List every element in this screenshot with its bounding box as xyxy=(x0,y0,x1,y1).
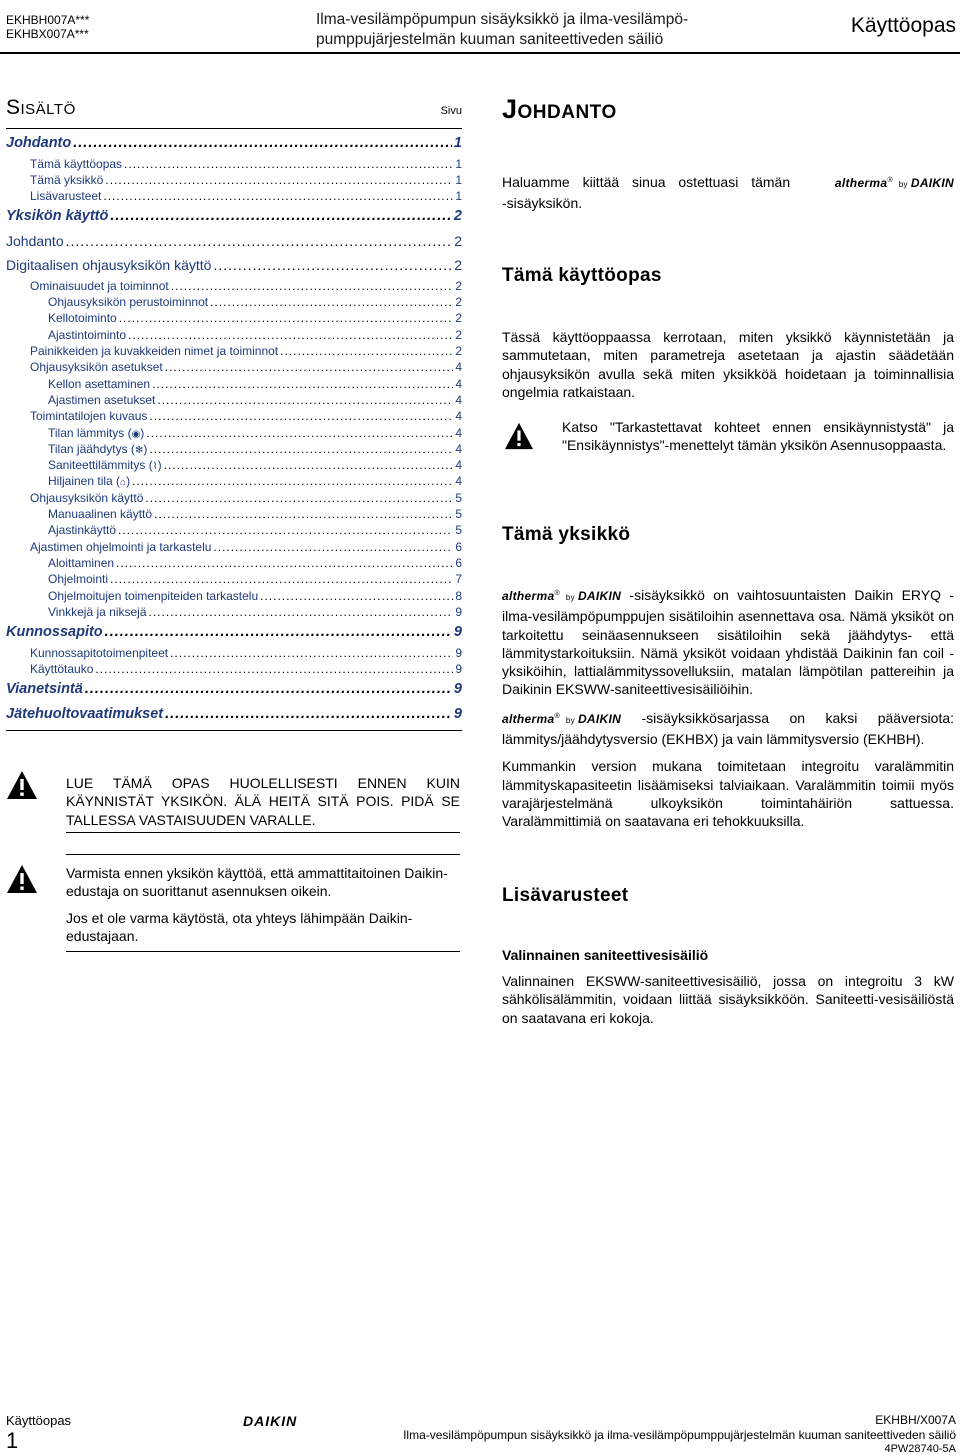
toc-entry[interactable] xyxy=(6,506,462,522)
paragraph: Valinnainen EKSWW-saniteettivesisäiliö, jossa on integroitu 3 kW sähkölisälämmitin, voidaan liittää sisäyksikköön. Saniteetti-vesisäiliöstä on saatavana eri kokoja. xyxy=(502,973,954,1026)
section-title: Tämä yksikkö xyxy=(502,524,631,545)
toc-page-number: 2 xyxy=(455,278,462,293)
toc-leader xyxy=(105,172,453,188)
toc-entry[interactable] xyxy=(6,702,462,727)
divider xyxy=(66,951,460,952)
toc-list xyxy=(6,131,462,726)
toc-entry[interactable] xyxy=(6,425,462,441)
section-title: Tämä käyttöopas xyxy=(502,265,662,286)
toc-entry[interactable] xyxy=(6,253,462,278)
paragraph: Tässä käyttöoppaassa kerrotaan, miten yksikkö käynnistetään ja sammutetaan, miten parametreja asetetaan ja ajastin säädetään ohjausyksikön avulla sekä miten yksikköä hoidetaan ja toiminnallisia ongelmia ratkaistaan. xyxy=(502,329,954,400)
toc-entry-label: Tilan lämmitys (◉) xyxy=(48,425,145,440)
document-title: Ilma-vesilämpöpumpun sisäyksikkö ja ilma-vesilämpö- pumppujärjestelmän kuuman saniteettiveden säiliö xyxy=(316,11,689,48)
toc-leader xyxy=(124,156,453,172)
toc-page-number: 4 xyxy=(455,392,462,407)
page-number: 1 xyxy=(6,1428,19,1453)
intro-thanks xyxy=(502,172,954,213)
intro-thanks-text: Haluamme kiittää sinua ostettuasi tämän xyxy=(502,174,791,190)
toc-entry[interactable] xyxy=(6,457,462,473)
toc-leader xyxy=(146,425,453,441)
subsection-title: Valinnainen saniteettivesisäiliö xyxy=(502,947,709,963)
page-footer xyxy=(0,1410,960,1454)
warning-installer xyxy=(6,858,460,953)
toc-leader xyxy=(210,294,453,310)
this-manual-note xyxy=(502,418,954,455)
toc-page-number: 9 xyxy=(455,604,462,619)
section-title: Lisävarusteet xyxy=(502,885,629,906)
toc-page-number: 9 xyxy=(453,705,462,722)
toc-entry[interactable] xyxy=(6,571,462,587)
toc-leader xyxy=(213,253,452,278)
paragraph: altherma® by DAIKIN -sisäyksikkö on vaihtosuuntaisten Daikin ERYQ -ilma-vesilämpöpumppujen sisätiloihin asennettava osa. Nämä yksiköt on tarkoitettu seinäasennukseen sisätiloihin sekä jäähdytys- että lämmitystarkoituksiin. Nämä yksiköt voidaan yhdistää Daikinin fan coil -yksiköihin, lattialämmityssovelluksiin, matalan lämpötilan pattereihin ja Daikinin EKSWW-saniteettivesisäiliöihin. xyxy=(502,587,954,698)
toc-entry-label: Kunnossapitotoimenpiteet xyxy=(30,645,169,660)
toc-entry[interactable] xyxy=(6,645,462,661)
toc-entry[interactable] xyxy=(6,327,462,343)
toc-page-number: 5 xyxy=(455,490,462,505)
toc-leader xyxy=(116,555,453,571)
toc-entry[interactable] xyxy=(6,188,462,204)
toc-entry-label: Johdanto xyxy=(6,135,72,151)
table-of-contents xyxy=(6,96,462,731)
warning-icon xyxy=(504,422,534,450)
toc-entry[interactable] xyxy=(6,376,462,392)
model-number: EKHBX007A*** xyxy=(6,27,89,41)
this-manual-body xyxy=(502,328,954,401)
model-number: EKHBH007A*** xyxy=(6,13,90,27)
toc-page-number: 1 xyxy=(455,156,462,171)
this-unit-body xyxy=(502,585,954,831)
warning-icon xyxy=(6,770,38,800)
toc-entry[interactable] xyxy=(6,441,462,457)
section-this-manual xyxy=(502,265,954,287)
toc-page-number: 6 xyxy=(455,555,462,570)
toc-entry-label: Ominaisuudet ja toiminnot xyxy=(30,278,169,293)
toc-entry-label: Ohjelmoitujen toimenpiteiden tarkastelu xyxy=(48,588,259,603)
toc-page-number: 4 xyxy=(455,458,462,473)
toc-entry-label: Digitaalisen ohjausyksikön käyttö xyxy=(6,257,212,274)
toc-leader xyxy=(260,588,453,604)
toc-entry-label: Ajastimen asetukset xyxy=(48,392,156,407)
warning-icon xyxy=(6,864,38,894)
toc-entry-label: Tämä yksikkö xyxy=(30,172,104,187)
toc-entry-label: Jätehuoltovaatimukset xyxy=(6,705,164,722)
toc-entry[interactable] xyxy=(6,604,462,620)
toc-page-number: 2 xyxy=(455,344,462,359)
toc-leader xyxy=(149,408,453,424)
warning-text: LUE TÄMÄ OPAS HUOLELLISESTI ENNEN KUIN KÄYNNISTÄT YKSIKÖN. ÄLÄ HEITÄ SITÄ POIS. PIDÄ SE TALLESSA VASTAISUUDEN VARALLE. xyxy=(66,775,460,828)
toc-page-number: 2 xyxy=(455,311,462,326)
toc-page-number: 2 xyxy=(455,295,462,310)
toc-entry[interactable] xyxy=(6,343,462,359)
toc-entry-label: Painikkeiden ja kuvakkeiden nimet ja toiminnot xyxy=(30,344,279,359)
toc-leader xyxy=(164,457,454,473)
toc-entry[interactable] xyxy=(6,229,462,254)
toc-entry[interactable] xyxy=(6,490,462,506)
toc-leader xyxy=(149,604,454,620)
toc-leader xyxy=(73,131,452,156)
toc-page-number: 9 xyxy=(455,661,462,676)
mode-icon: ⌇ xyxy=(152,461,158,473)
toc-leader xyxy=(280,343,453,359)
intro-thanks-end: -sisäyksikön. xyxy=(502,195,583,212)
toc-entry[interactable] xyxy=(6,539,462,555)
toc-entry[interactable] xyxy=(6,204,462,229)
divider xyxy=(6,730,462,731)
toc-entry-label: Kellotoiminto xyxy=(48,311,117,326)
toc-entry[interactable] xyxy=(6,294,462,310)
toc-page-number: 5 xyxy=(455,523,462,538)
toc-leader xyxy=(128,327,453,343)
toc-leader xyxy=(119,310,454,326)
toc-entry[interactable] xyxy=(6,310,462,326)
toc-leader xyxy=(171,278,454,294)
section-introduction xyxy=(502,94,954,125)
toc-leader xyxy=(145,490,453,506)
toc-leader xyxy=(110,571,453,587)
toc-page-number: 8 xyxy=(455,588,462,603)
toc-leader xyxy=(85,677,452,702)
toc-entry-label: Ohjausyksikön käyttö xyxy=(30,490,144,505)
toc-page-number: 7 xyxy=(455,572,462,587)
mode-icon: ⌂ xyxy=(120,477,127,489)
altherma-logo: altherma® by DAIKIN xyxy=(502,589,622,603)
toc-entry[interactable] xyxy=(6,172,462,188)
toc-leader xyxy=(154,506,453,522)
footer-code: 4PW28740-5A xyxy=(884,1443,956,1455)
warning-read-carefully xyxy=(6,770,460,830)
model-numbers xyxy=(6,13,89,41)
toc-entry[interactable] xyxy=(6,588,462,604)
toc-page-number: 4 xyxy=(455,474,462,489)
toc-page-number: 1 xyxy=(455,189,462,204)
toc-entry-label: Vinkkejä ja niksejä xyxy=(48,604,147,619)
toc-entry[interactable] xyxy=(6,661,462,677)
toc-entry[interactable] xyxy=(6,677,462,702)
warning-text: Varmista ennen yksikön käyttöä, että ammattitaitoinen Daikin-edustaja on suorittanut asennuksen oikein. xyxy=(66,865,448,900)
toc-page-number: 4 xyxy=(455,441,462,456)
toc-entry-label: Ohjausyksikön perustoiminnot xyxy=(48,295,209,310)
toc-entry[interactable] xyxy=(6,359,462,375)
altherma-logo: altherma® by DAIKIN xyxy=(502,711,622,726)
toc-leader xyxy=(132,473,453,489)
toc-entry-label: Yksikön käyttö xyxy=(6,208,109,225)
toc-leader xyxy=(95,661,453,677)
toc-entry[interactable] xyxy=(6,555,462,571)
toc-page-number: 4 xyxy=(455,425,462,440)
mode-icon: ✻ xyxy=(134,444,144,456)
divider xyxy=(66,854,460,855)
toc-leader xyxy=(105,620,452,645)
toc-entry[interactable] xyxy=(6,473,462,489)
toc-entry[interactable] xyxy=(6,392,462,408)
toc-page-number: 4 xyxy=(455,409,462,424)
toc-entry[interactable] xyxy=(6,522,462,538)
section-accessories xyxy=(502,885,954,907)
toc-leader xyxy=(165,702,452,727)
toc-page-number: 2 xyxy=(455,327,462,342)
toc-entry[interactable] xyxy=(6,620,462,645)
toc-page-number: 5 xyxy=(455,507,462,522)
toc-entry-label: Saniteettilämmitys (⌇) xyxy=(48,458,162,473)
header-rule xyxy=(0,52,960,54)
toc-entry-label: Tämä käyttöopas xyxy=(30,156,123,171)
toc-leader xyxy=(149,441,453,457)
toc-leader xyxy=(165,359,454,375)
divider xyxy=(66,832,460,833)
toc-entry-label: Ohjelmointi xyxy=(48,572,109,587)
altherma-logo: altherma® by DAIKIN xyxy=(834,176,954,190)
toc-page-number: 2 xyxy=(454,257,462,274)
footer-model: EKHBH/X007A xyxy=(875,1413,956,1427)
paragraph: Kummankin version mukana toimitetaan integroitu varalämmitin lämmityskapasiteetin lisäämiseksi talviaikaan. Varalämmitin toimii myös varajärjestelmänä ulkoyksikön toimintahäiriön sattuessa. Varalämmittimiä on saatavana eri tehokkuuksilla. xyxy=(502,758,954,830)
toc-entry-label: Lisävarusteet xyxy=(30,189,102,204)
paragraph: altherma® by DAIKIN -sisäyksikkösarjassa on kaksi pääversiota: lämmitys/jäähdytysversio (EKHBX) ja vain lämmitysversio (EKHBH). xyxy=(502,709,955,748)
warning-text: Jos et ole varma käytöstä, ota yhteys lähimpään Daikin-edustajaan. xyxy=(66,909,413,944)
toc-entry-label: Kellon asettaminen xyxy=(48,376,151,391)
toc-entry-label: Aloittaminen xyxy=(48,555,115,570)
page-header xyxy=(0,0,960,52)
toc-entry-label: Ajastinkäyttö xyxy=(48,523,117,538)
toc-page-number: 4 xyxy=(455,376,462,391)
toc-entry-label: Ajastintoiminto xyxy=(48,327,127,342)
accessories-body xyxy=(502,947,954,1027)
toc-entry[interactable] xyxy=(6,131,462,156)
toc-entry-label: Ajastimen ohjelmointi ja tarkastelu xyxy=(30,539,212,554)
note-text: Katso "Tarkastettavat kohteet ennen ensikäynnistystä" ja "Ensikäynnistys"-menettelyt tämän yksikön Asennusoppaasta. xyxy=(562,419,954,454)
toc-entry[interactable] xyxy=(6,156,462,172)
toc-entry-label: Toimintatilojen kuvaus xyxy=(30,409,148,424)
toc-leader xyxy=(152,376,453,392)
toc-title: Sisältö xyxy=(6,96,76,119)
document-kind: Käyttöopas xyxy=(850,14,956,37)
mode-icon: ◉ xyxy=(131,428,141,440)
toc-entry-label: Hiljainen tila (⌂) xyxy=(48,474,131,489)
toc-leader xyxy=(118,522,453,538)
toc-page-label: Sivu xyxy=(440,105,462,117)
section-title: Johdanto xyxy=(502,94,617,124)
section-this-unit xyxy=(502,524,954,546)
daikin-logo: DAIKIN xyxy=(243,1413,298,1429)
divider xyxy=(6,128,462,129)
toc-page-number: 9 xyxy=(455,645,462,660)
footer-title: Ilma-vesilämpöpumpun sisäyksikkö ja ilma-vesilämpöpumppujärjestelmän kuuman saniteettiveden säiliö xyxy=(403,1428,956,1442)
toc-leader xyxy=(170,645,453,661)
toc-leader xyxy=(110,204,452,229)
toc-page-number: 2 xyxy=(454,232,462,249)
toc-entry-label: Vianetsintä xyxy=(6,681,83,698)
toc-entry[interactable] xyxy=(6,278,462,294)
toc-entry[interactable] xyxy=(6,408,462,424)
footer-doc-kind: Käyttöopas xyxy=(6,1413,72,1428)
toc-page-number: 2 xyxy=(453,208,462,225)
toc-page-number: 4 xyxy=(455,360,462,375)
toc-entry-label: Käyttötauko xyxy=(30,661,94,676)
toc-page-number: 6 xyxy=(455,539,462,554)
toc-entry-label: Tilan jäähdytys (✻) xyxy=(48,441,148,456)
toc-entry-label: Ohjausyksikön asetukset xyxy=(30,360,163,375)
toc-leader xyxy=(66,229,453,254)
toc-entry-label: Johdanto xyxy=(6,232,64,249)
toc-leader xyxy=(213,539,453,555)
toc-page-number: 1 xyxy=(455,172,462,187)
toc-leader xyxy=(157,392,453,408)
toc-leader xyxy=(103,188,453,204)
toc-entry-label: Kunnossapito xyxy=(6,624,103,641)
toc-page-number: 1 xyxy=(453,135,462,151)
toc-page-number: 9 xyxy=(453,681,462,698)
toc-page-number: 9 xyxy=(453,624,462,641)
toc-entry-label: Manuaalinen käyttö xyxy=(48,507,153,522)
